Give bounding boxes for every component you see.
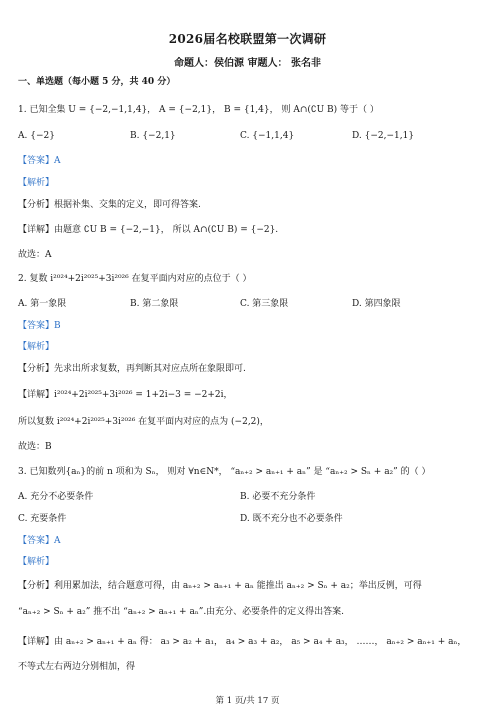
- question-1-analysis-label: 【解析】: [18, 178, 55, 188]
- question-3-answer: 【答案】A: [18, 536, 61, 546]
- question-3-stem: 3. 已知数列{aₙ}的前 n 项和为 Sₙ， 则对 ∀n∈N*， “aₙ₊₂ > aₙ₊₁ + aₙ” 是 “aₙ₊₂ > Sₙ + a₂” 的（ ）: [18, 467, 431, 477]
- question-3-fenxi-line-1: 【分析】利用累加法，结合题意可得，由 aₙ₊₂ > aₙ₊₁ + aₙ 能推出 aₙ₊₂ > Sₙ + a₂；举出反例，可得: [18, 581, 422, 591]
- question-1-option-c: C. {−1,1,4}: [240, 131, 295, 141]
- question-1-answer: [18, 155, 61, 167]
- question-3-option-a: A. 充分不必要条件: [18, 492, 94, 502]
- question-1-option-a: A. {−2}: [18, 131, 55, 141]
- question-2-xiangjie: 【详解】i²⁰²⁴+2i²⁰²⁵+3i²⁰²⁶ = 1+2i−3 = −2+2i，: [18, 390, 233, 400]
- question-2-analysis-label: 【解析】: [18, 342, 55, 352]
- question-3-option-c: C. 充要条件: [18, 514, 67, 524]
- answer-label: 【答案】A: [18, 156, 61, 166]
- question-2-conclusion: 所以复数 i²⁰²⁴+2i²⁰²⁵+3i²⁰²⁶ 在复平面内对应的点为 (−2,2)，: [18, 417, 269, 427]
- question-2-option-c: C. 第三象限: [240, 299, 289, 309]
- question-2-answer: 【答案】B: [18, 321, 61, 331]
- question-3-fenxi-line-2: “aₙ₊₂ > Sₙ + a₂” 推不出 “aₙ₊₂ > aₙ₊₁ + aₙ”.由充分、必要条件的定义得出答案.: [18, 607, 345, 617]
- question-3-analysis-label: 【解析】: [18, 557, 55, 567]
- question-1-choose: 故选：A: [18, 250, 52, 260]
- question-3-option-d: D. 既不充分也不必要条件: [240, 514, 343, 524]
- question-2-fenxi: 【分析】先求出所求复数，再判断其对应点所在象限即可.: [18, 364, 246, 374]
- question-1-fenxi: 【分析】根据补集、交集的定义，即可得答案.: [18, 200, 201, 210]
- document-title: 2026届名校联盟第一次调研: [168, 32, 327, 46]
- section-heading: 一、单选题（每小题 5 分，共 40 分）: [18, 77, 176, 87]
- question-2-option-b: B. 第二象限: [130, 299, 179, 309]
- question-3-tail: 不等式左右两边分别相加，得: [18, 662, 136, 672]
- page-footer: 第 1 页/共 17 页: [215, 696, 280, 706]
- question-1-stem: 1. 已知全集 U = {−2,−1,1,4}， A = {−2,1}， B = {1,4}， 则 A∩(∁U B) 等于（ ）: [18, 105, 379, 115]
- question-2-option-a: A. 第一象限: [18, 299, 67, 309]
- question-3-option-b: B. 必要不充分条件: [240, 492, 316, 502]
- question-2-choose: 故选：B: [18, 442, 52, 452]
- question-1-option-b: B. {−2,1}: [130, 131, 176, 141]
- author-line: 命题人：侯伯源 审题人： 张名非: [174, 58, 321, 69]
- question-1-option-d: D. {−2,−1,1}: [352, 131, 415, 141]
- question-2-stem: 2. 复数 i²⁰²⁴+2i²⁰²⁵+3i²⁰²⁶ 在复平面内对应的点位于（ ）: [18, 274, 252, 284]
- question-1-xiangjie: 【详解】由题意 ∁U B = {−2,−1}， 所以 A∩(∁U B) = {−2}.: [18, 225, 279, 235]
- question-2-option-d: D. 第四象限: [352, 299, 401, 309]
- question-3-xiangjie: 【详解】由 aₙ₊₂ > aₙ₊₁ + aₙ 得： a₃ > a₂ + a₁， a₄ > a₃ + a₂， a₅ > a₄ + a₃， ……， aₙ₊₂ > aₙ₊₁ + aₙ，: [18, 637, 467, 647]
